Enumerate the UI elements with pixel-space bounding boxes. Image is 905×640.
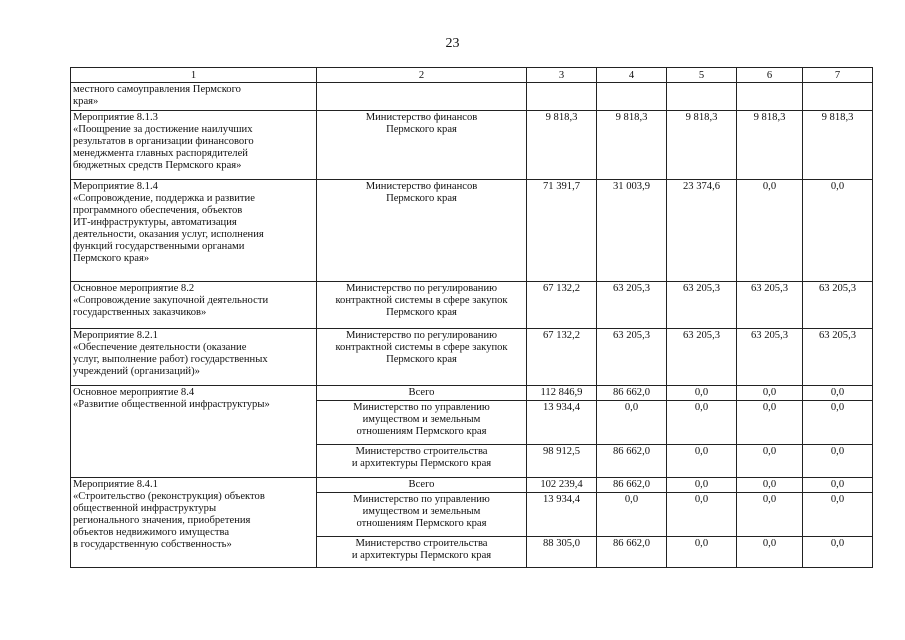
executor-cell: Министерство по управлению имуществом и земельным отношениям Пермского края [317,493,527,537]
value-cell: 0,0 [803,445,873,478]
header-row [71,68,873,83]
header-cell: 7 [803,68,873,83]
activity-cell: местного самоуправления Пермского края» [71,83,317,111]
value-cell: 67 132,2 [527,329,597,386]
executor-cell: Всего [317,478,527,493]
value-cell: 67 132,2 [527,282,597,329]
value-cell: 0,0 [667,386,737,401]
value-cell [737,83,803,111]
executor-cell: Министерство финансов Пермского края [317,111,527,180]
value-cell: 0,0 [597,401,667,445]
value-cell: 0,0 [737,493,803,537]
value-cell: 102 239,4 [527,478,597,493]
header-cell: 4 [597,68,667,83]
value-cell: 9 818,3 [667,111,737,180]
value-cell: 63 205,3 [803,329,873,386]
value-cell: 0,0 [803,537,873,568]
value-cell: 9 818,3 [527,111,597,180]
table-row [71,180,873,282]
value-cell: 63 205,3 [803,282,873,329]
activity-cell: Основное мероприятие 8.2 «Сопровождение закупочной деятельности государственных заказчиков» [71,282,317,329]
value-cell [667,83,737,111]
value-cell: 98 912,5 [527,445,597,478]
value-cell: 0,0 [803,180,873,282]
value-cell: 0,0 [597,493,667,537]
value-cell: 71 391,7 [527,180,597,282]
value-cell: 0,0 [737,386,803,401]
activity-cell: Мероприятие 8.1.3 «Поощрение за достижение наилучших результатов в организации финансового менеджмента главных распорядителей бюджетных средств Пермского края» [71,111,317,180]
value-cell: 63 205,3 [737,329,803,386]
header-cell: 2 [317,68,527,83]
executor-cell: Всего [317,386,527,401]
value-cell: 0,0 [803,401,873,445]
value-cell [527,83,597,111]
value-cell: 13 934,4 [527,401,597,445]
value-cell: 0,0 [737,478,803,493]
value-cell: 86 662,0 [597,537,667,568]
header-cell: 1 [71,68,317,83]
value-cell: 0,0 [737,537,803,568]
value-cell: 0,0 [803,493,873,537]
value-cell: 86 662,0 [597,445,667,478]
value-cell: 0,0 [737,180,803,282]
value-cell [803,83,873,111]
executor-cell: Министерство по управлению имуществом и земельным отношениям Пермского края [317,401,527,445]
value-cell: 0,0 [803,386,873,401]
value-cell: 23 374,6 [667,180,737,282]
page-number: 23 [445,36,460,51]
value-cell: 31 003,9 [597,180,667,282]
value-cell: 86 662,0 [597,478,667,493]
activity-cell: Основное мероприятие 8.4 «Развитие общественной инфраструктуры» [71,386,317,478]
table-row [71,329,873,386]
value-cell: 63 205,3 [667,282,737,329]
table-row [71,111,873,180]
executor-cell: Министерство по регулированию контрактной системы в сфере закупок Пермского края [317,329,527,386]
value-cell: 0,0 [667,401,737,445]
activity-cell: Мероприятие 8.1.4 «Сопровождение, поддержка и развитие программного обеспечения, объектов ИТ-инфраструктуры, автоматизация деятельности, оказания услуг, исполнения функций государственными органами Пермского края» [71,180,317,282]
value-cell: 86 662,0 [597,386,667,401]
table-row [71,478,873,493]
executor-cell: Министерство строительства и архитектуры Пермского края [317,445,527,478]
value-cell: 0,0 [737,445,803,478]
executor-cell: Министерство по регулированию контрактной системы в сфере закупок Пермского края [317,282,527,329]
table-row [71,282,873,329]
value-cell: 0,0 [667,478,737,493]
executor-cell: Министерство строительства и архитектуры Пермского края [317,537,527,568]
value-cell: 63 205,3 [667,329,737,386]
activity-cell: Мероприятие 8.2.1 «Обеспечение деятельности (оказание услуг, выполнение работ) государственных учреждений (организаций)» [71,329,317,386]
value-cell: 0,0 [737,401,803,445]
table-row [71,83,873,111]
value-cell: 63 205,3 [597,282,667,329]
budget-table [70,67,873,568]
value-cell: 9 818,3 [803,111,873,180]
value-cell: 9 818,3 [597,111,667,180]
header-cell: 3 [527,68,597,83]
header-cell: 6 [737,68,803,83]
value-cell: 0,0 [667,493,737,537]
value-cell: 0,0 [667,537,737,568]
value-cell: 88 305,0 [527,537,597,568]
value-cell: 0,0 [667,445,737,478]
value-cell: 0,0 [803,478,873,493]
value-cell: 63 205,3 [737,282,803,329]
value-cell: 13 934,4 [527,493,597,537]
header-cell: 5 [667,68,737,83]
value-cell: 112 846,9 [527,386,597,401]
executor-cell [317,83,527,111]
value-cell [597,83,667,111]
activity-cell: Мероприятие 8.4.1 «Строительство (реконструкция) объектов общественной инфраструктуры регионального значения, приобретения объектов недвижимого имущества в государственную собственность» [71,478,317,568]
table-row [71,386,873,401]
value-cell: 9 818,3 [737,111,803,180]
executor-cell: Министерство финансов Пермского края [317,180,527,282]
value-cell: 63 205,3 [597,329,667,386]
